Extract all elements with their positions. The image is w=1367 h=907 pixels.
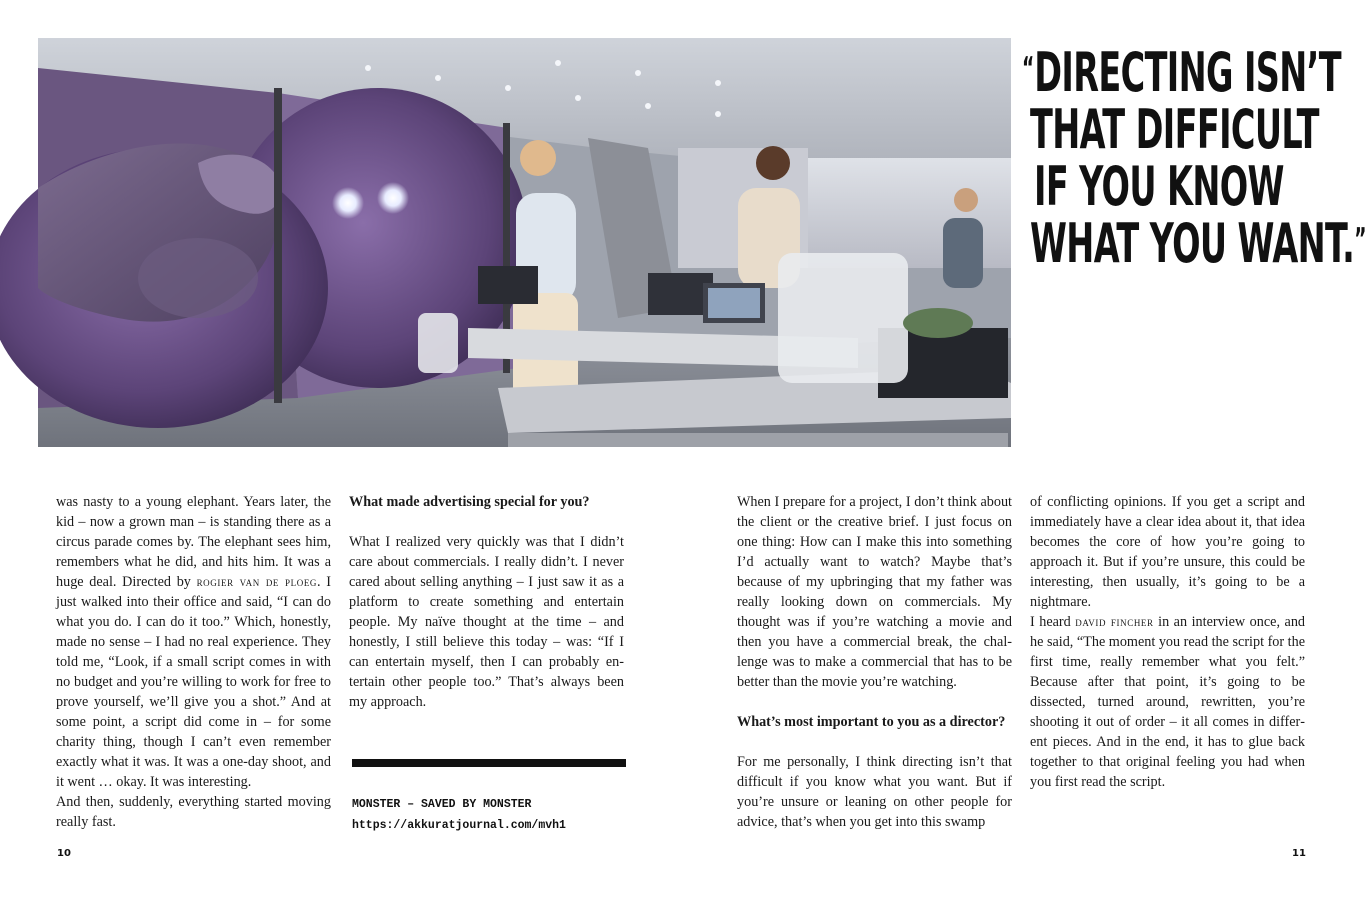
interview-question: What made advertising special for you? — [349, 494, 590, 510]
text-column-3 — [737, 492, 1012, 832]
text-column-4 — [1030, 492, 1305, 792]
article-photo — [38, 38, 1011, 447]
office-monster-illustration — [38, 38, 1011, 447]
divider-rule — [352, 759, 626, 767]
text-column-2 — [349, 492, 624, 712]
paragraph: What I realized very quickly was that I didn’t care about commercials. I really didn’t. I never cared about selling anything – I just saw it as a platform to create something and entertain people. My naïve thought at the time – and honestly, I still believe this today – was: “If I can entertain myself, then I can probably entertain other people too.” That’s always been my approach. — [349, 534, 624, 710]
pull-quote-line-1: “DIRECTING ISN’T — [1022, 41, 1341, 104]
paragraph: I heard david fincher in an interview once, and he said, “The moment you read the script for the first time, really remember what you felt.” Because after that point, it’s going to be dissected, turned around, rewritten, you’re shooting it out of order – it all comes in different pieces. And in the end, it has to glue back together to that original feeling you had when you first read the script. — [1030, 614, 1306, 790]
interview-question: What’s most important to you as a director? — [737, 714, 1006, 730]
open-quote-mark: “ — [1022, 51, 1035, 86]
credit-link[interactable]: https://akkuratjournal.com/mvh1 — [352, 819, 566, 832]
pull-quote-line-4: WHAT YOU WANT.” — [1030, 212, 1367, 275]
person-name: david fincher — [1075, 614, 1154, 629]
paragraph: For me personally, I think directing isn’t that difficult if you know what you want. But if you’re unsure or leaning on other people for advice, that’s when you get into this swamp — [737, 754, 1012, 830]
page-number-right: 11 — [1292, 848, 1306, 859]
person-name: rogier van de ploeg — [196, 574, 318, 589]
paragraph: was nasty to a young elephant. Years later, the kid – now a grown man – is standing there as a circus parade comes by. The elephant sees him, remembers what he did, and hits him. It was a huge deal. Directed by rogier van de ploeg. I just walked into their office and said, “I can do what you do. I can do it too.” Which, honestly, made no sense – I had no real experience. They told me, “Look, if a small script comes in with no budget and you’re willing to work for free to prove yourself, we’ll give you a shot.” And at some point, a script did come in – for some charity thing, though I can’t even remember exactly what it was. It was a one-day shoot, and it went … okay. It was interesting. — [56, 494, 332, 790]
paragraph: When I prepare for a project, I don’t think about the client or the creative brief. I just focus on one thing: How can I make this into something I’d actually want to watch? Maybe that’s because of my upbringing that my father was really looking down on commercials. My thought was if you’re watching a movie and then you have a commercial break, the challenge was to make a commercial that has to be better than the movie you’re watching. — [737, 494, 1012, 690]
paragraph: of conflicting opinions. If you get a script and immediately have a clear idea about it, that idea becomes the core of how you’re going to approach it. But if you’re unsure, this could be interesting, then usually, it’s going to be a nightmare. — [1030, 494, 1305, 610]
pull-quote-line-2: THAT DIFFICULT — [1030, 98, 1319, 161]
pull-quote — [1022, 41, 1367, 275]
paragraph: And then, suddenly, everything started moving really fast. — [56, 794, 331, 830]
video-credit — [352, 794, 566, 836]
page-number-left: 10 — [57, 848, 71, 859]
credit-title: MONSTER – SAVED BY MONSTER — [352, 798, 532, 811]
text-column-1 — [56, 492, 331, 832]
pull-quote-line-3: IF YOU KNOW — [1034, 155, 1284, 218]
close-quote-mark: ” — [1354, 222, 1367, 257]
